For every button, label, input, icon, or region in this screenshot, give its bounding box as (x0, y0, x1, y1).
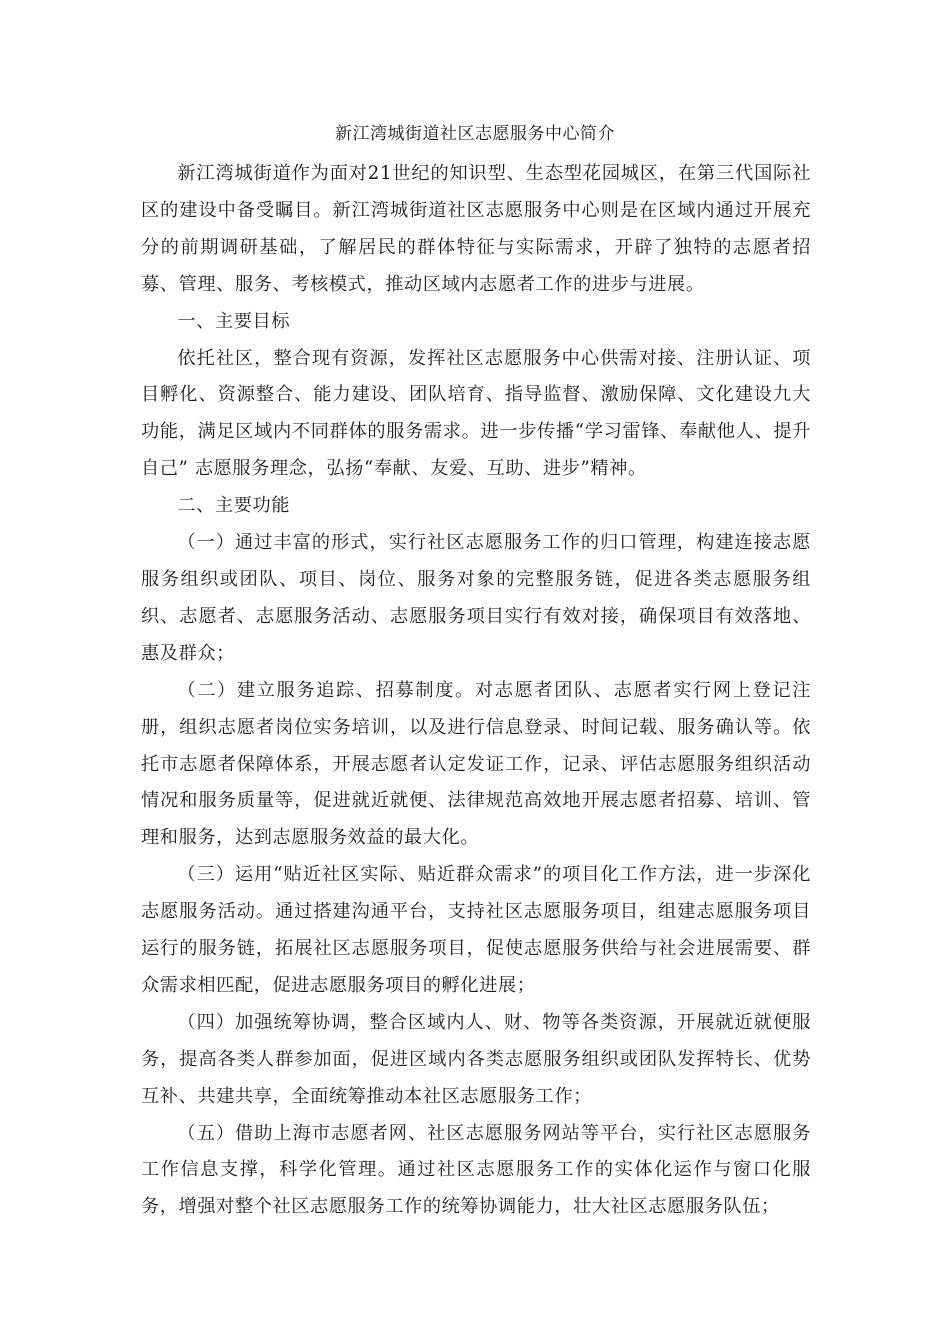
function-item-5: （五）借助上海市志愿者网、社区志愿服务网站等平台，实行社区志愿服务工作信息支撑，科学化管理。通过社区志愿服务工作的实体化运作与窗口化服务，增强对整个社区志愿服务工作的统筹协调能力，壮大社区志愿服务队伍； (141, 1122, 811, 1218)
function-item-1: （一）通过丰富的形式，实行社区志愿服务工作的归口管理，构建连接志愿服务组织或团队、项目、岗位、服务对象的完整服务链，促进各类志愿服务组织、志愿者、志愿服务活动、志愿服务项目实行有效对接，确保项目有效落地、惠及群众； (141, 532, 811, 664)
section-1-heading: 一、主要目标 (177, 310, 291, 332)
function-item-2: （二）建立服务追踪、招募制度。对志愿者团队、志愿者实行网上登记注册，组织志愿者岗位实务培训，以及进行信息登录、时间记载、服务确认等。依托市志愿者保障体系，开展志愿者认定发证工作，记录、评估志愿服务组织活动情况和服务质量等，促进就近就便、法律规范高效地开展志愿者招募、培训、管理和服务，达到志愿服务效益的最大化。 (141, 679, 811, 849)
section-2-heading: 二、主要功能 (177, 495, 291, 517)
intro-paragraph: 新江湾城街道作为面对21世纪的知识型、生态型花园城区，在第三代国际社区的建设中备受瞩目。新江湾城街道社区志愿服务中心则是在区域内通过开展充分的前期调研基础，了解居民的群体特征与实际需求，开辟了独特的志愿者招募、管理、服务、考核模式，推动区域内志愿者工作的进步与进展。 (141, 163, 811, 295)
document-body (141, 156, 811, 1226)
function-item-3: （三）运用“贴近社区实际、贴近群众需求”的项目化工作方法，进一步深化志愿服务活动。通过搭建沟通平台，支持社区志愿服务项目，组建志愿服务项目运行的服务链，拓展社区志愿服务项目，促使志愿服务供给与社会进展需要、群众需求相匹配，促进志愿服务项目的孵化进展； (141, 864, 811, 996)
function-item-4: （四）加强统筹协调，整合区域内人、财、物等各类资源，开展就近就便服务，提高各类人群参加面，促进区域内各类志愿服务组织或团队发挥特长、优势互补、共建共享，全面统筹推动本社区志愿服务工作； (141, 1011, 811, 1107)
document-title: 新江湾城街道社区志愿服务中心简介 (335, 124, 615, 144)
section-1-paragraph: 依托社区，整合现有资源，发挥社区志愿服务中心供需对接、注册认证、项目孵化、资源整合、能力建设、团队培育、指导监督、激励保障、文化建设九大功能，满足区域内不同群体的服务需求。进一步传播“学习雷锋、奉献他人、提升自己” 志愿服务理念，弘扬“奉献、友爱、互助、进步”精神。 (141, 347, 811, 480)
